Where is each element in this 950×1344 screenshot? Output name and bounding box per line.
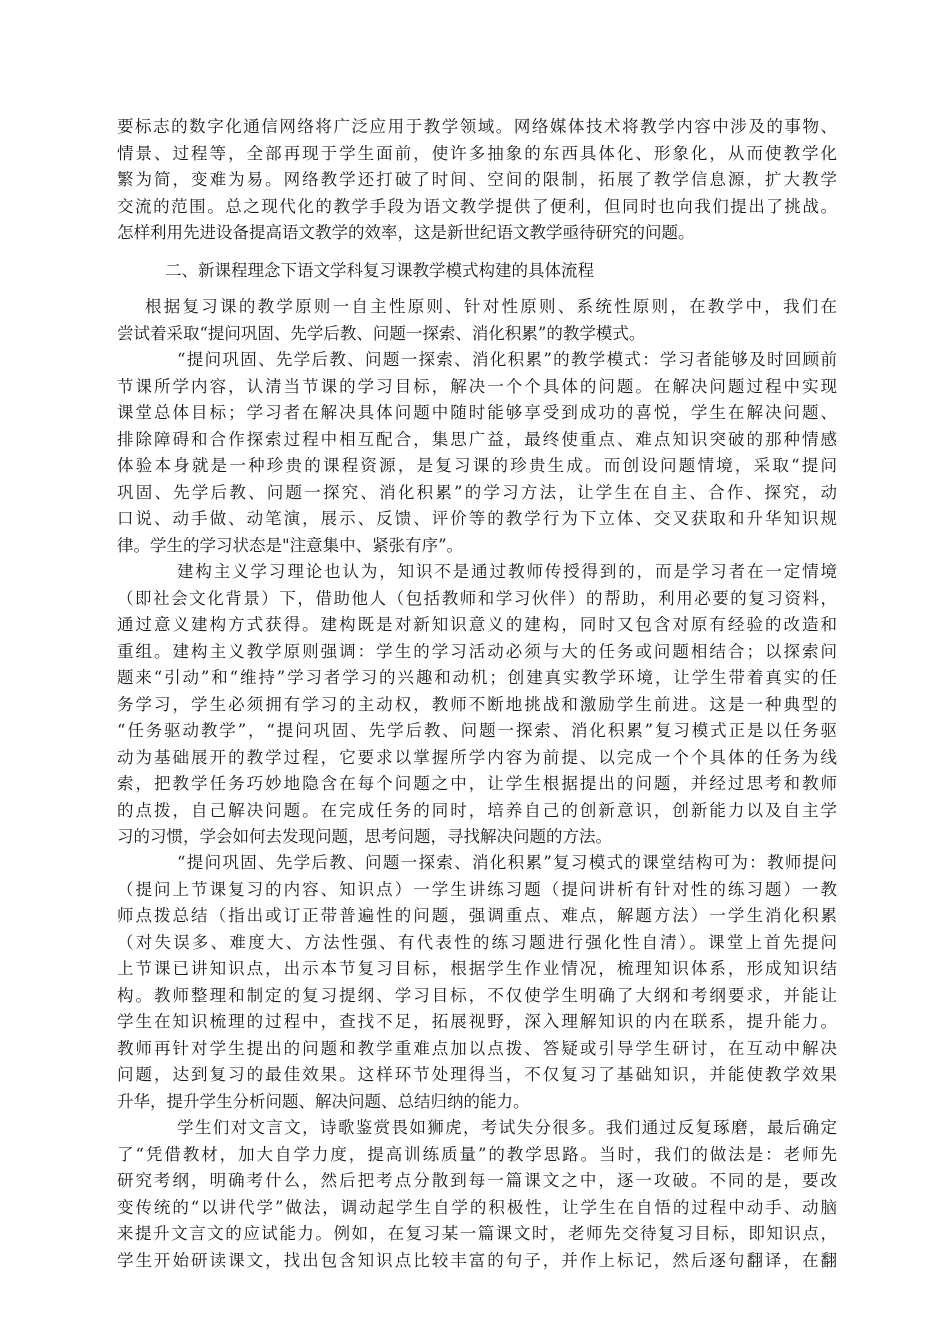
text-line: （提问上节课复习的内容、知识点）一学生讲练习题（提问讲析有针对性的练习题）一教 <box>117 879 837 899</box>
text-line: 怎样利用先进设备提高语文教学的效率，这是新世纪语文教学亟待研究的问题。 <box>117 223 695 242</box>
paragraph-2 <box>117 347 837 559</box>
paragraph-5 <box>117 1115 837 1274</box>
text-line: 习的习惯，学会如何去发现问题，思考问题，寻找解决问题的方法。 <box>117 827 612 846</box>
text-line: 口说、动手做、动笔演，展示、反馈、评价等的教学行为下立体、交叉获取和升华知识规 <box>117 509 837 528</box>
text-line: 问题，达到复习的最佳效果。这样环节处理得当，不仅复习了基础知识，并能使教学效果 <box>117 1065 837 1084</box>
section-heading: 二、新课程理念下语文学科复习课教学模式构建的具体流程 <box>165 261 594 280</box>
text-line: 通过意义建构方式获得。建构既是对新知识意义的建构，同时又包含对原有经验的改造和 <box>117 615 837 634</box>
text-line: 研究考纲，明确考什么，然后把考点分散到每一篇课文之中，逐一攻破。不同的是，要改 <box>117 1171 837 1190</box>
text-line: 律。学生的学习状态是"注意集中、紧张有序”。 <box>117 535 464 555</box>
text-line: 动为基础展开的教学过程，它要求以掌握所学内容为前提、以完成一个个具体的任务为线 <box>117 747 837 767</box>
text-line: 师点拨总结（指出或订正带普遍性的问题，强调重点、难点，解题方法）一学生消化积累 <box>117 906 837 925</box>
text-line: 学生开始研读课文，找出包含知识点比较丰富的句子，并作上标记，然后逐句翻译，在翻 <box>117 1250 837 1270</box>
text-line: 节课所学内容，认清当节课的学习目标，解决一个个具体的问题。在解决问题过程中实现 <box>117 376 837 396</box>
text-line: 教师再针对学生提出的问题和教学重难点加以点拨、答疑或引导学生研讨，在互动中解决 <box>117 1038 837 1058</box>
text-line: “任务驱动教学”，“提问巩固、先学后教、问题一探索、消化积累”复习模式正是以任务驱 <box>117 721 837 740</box>
text-line: （对失误多、难度大、方法性强、有代表性的练习题进行强化性自清）。课堂上首先提问 <box>117 932 837 952</box>
paragraph-intro <box>117 114 837 247</box>
text-line: 交流的范围。总之现代化的教学手段为语文教学提供了便利，但同时也向我们提出了挑战。 <box>117 196 837 216</box>
text-line: 构。教师整理和制定的复习提纲、学习目标，不仅使学生明确了大纲和考纲要求，并能让 <box>117 985 837 1005</box>
text-line: 升华，提升学生分析问题、解决问题、总结归纳的能力。 <box>117 1091 530 1111</box>
paragraph-3 <box>117 559 837 851</box>
text-line: “提问巩固、先学后教、问题一探索、消化积累”复习模式的课堂结构可为：教师提问 <box>177 853 837 872</box>
text-line: 情景、过程等，全部再现于学生面前，使许多抽象的东西具体化、形象化，从而使教学化 <box>117 143 837 163</box>
text-line: 的点拨，自己解决问题。在完成任务的同时，培养自己的创新意识，创新能力以及自主学 <box>117 800 837 820</box>
text-line: 变传统的“以讲代学”做法，调动起学生自学的积极性，让学生在自悟的过程中动手、动脑 <box>117 1197 837 1217</box>
text-line: 来提升文言文的应试能力。例如，在复习某一篇课文时，老师先交待复习目标，即知识点， <box>117 1224 837 1243</box>
text-line: 巩固、先学后教、问题一探究、消化积累”的学习方法，让学生在自主、合作、探究，动 <box>117 482 837 502</box>
text-line: 重组。建构主义教学原则强调：学生的学习活动必须与大的任务或问题相结合；以探索问 <box>117 641 837 661</box>
text-line: 务学习，学生必须拥有学习的主动权，教师不断地挑战和激励学生前进。这是一种典型的 <box>117 694 837 714</box>
text-line: 课堂总体目标；学习者在解决具体问题中随时能够享受到成功的喜悦，学生在解决问题、 <box>117 403 837 422</box>
text-line: 题来“引动”和“维持”学习者学习的兴趣和动机；创建真实教学环境，让学生带着真实的任 <box>117 668 837 687</box>
text-line: 上节课已讲知识点，出示本节复习目标，根据学生作业情况，梳理知识体系，形成知识结 <box>117 959 837 978</box>
paragraph-4 <box>117 850 837 1115</box>
text-line: 体验本身就是一种珍贵的课程资源，是复习课的珍贵生成。而创设问题情境，采取“提问 <box>117 456 837 475</box>
text-line: 要标志的数字化通信网络将广泛应用于教学领域。网络媒体技术将教学内容中涉及的事物、 <box>117 117 837 136</box>
text-line: 学生在知识梳理的过程中，查找不足，拓展视野，深入理解知识的内在联系，提升能力。 <box>117 1012 837 1031</box>
text-line: 繁为简，变难为易。网络教学还打破了时间、空间的限制，拓展了教学信息源，扩大教学 <box>117 170 837 189</box>
text-line: 尝试着采取“提问巩固、先学后教、问题一探索、消化积累”的教学模式。 <box>117 323 646 343</box>
text-line: 建构主义学习理论也认为，知识不是通过教师传授得到的，而是学习者在一定情境 <box>177 562 837 581</box>
text-line: 索，把教学任务巧妙地隐含在每个问题之中，让学生根据提出的问题，并经过思考和教师 <box>117 774 837 793</box>
text-line: 排除障碍和合作探索过程中相互配合，集思广益，最终使重点、难点知识突破的那种情感 <box>117 429 837 449</box>
text-line: 了“凭借教材，加大自学力度，提高训练质量”的教学思路。当时，我们的做法是：老师先 <box>117 1144 837 1164</box>
paragraph-1 <box>117 294 837 347</box>
text-line: “提问巩固、先学后教、问题一探索、消化积累”的教学模式：学习者能够及时回顾前 <box>177 350 837 369</box>
text-line: 根据复习课的教学原则一自主性原则、针对性原则、系统性原则，在教学中，我们在 <box>145 297 837 316</box>
text-line: （即社会文化背景）下，借助他人（包括教师和学习伙伴）的帮助，利用必要的复习资料， <box>117 588 837 608</box>
text-line: 学生们对文言文，诗歌鉴赏畏如狮虎，考试失分很多。我们通过反复琢磨，最后确定 <box>177 1118 837 1137</box>
